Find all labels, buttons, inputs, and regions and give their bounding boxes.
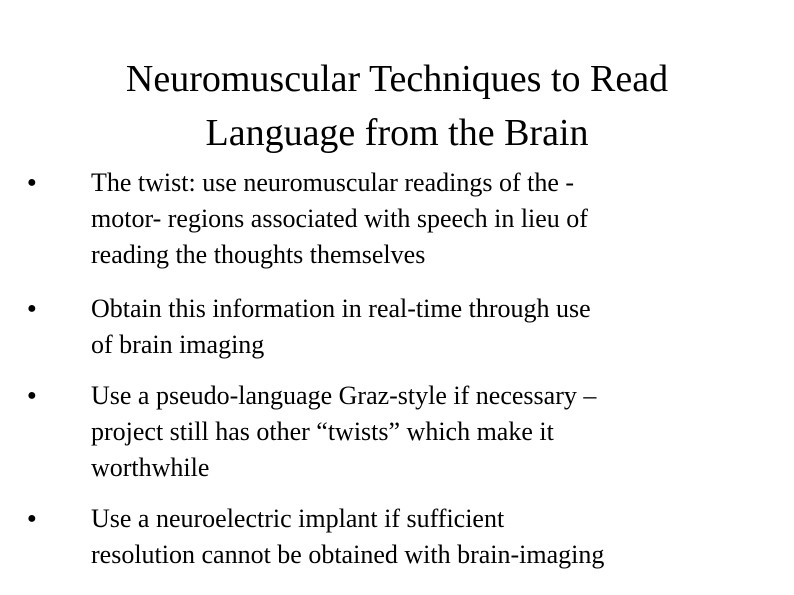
bullet-1-line-3: reading the thoughts themselves: [91, 240, 426, 269]
slide-title-line-1: Neuromuscular Techniques to Read: [125, 58, 669, 100]
slide-title: [40, 52, 754, 160]
bullet-icon: ●: [27, 387, 37, 404]
bullet-text-1: [91, 165, 588, 273]
bullet-text-2: [91, 291, 591, 363]
slide-title-line-2: Language from the Brain: [205, 112, 589, 154]
bullet-3-line-3: worthwhile: [91, 453, 210, 482]
bullet-1-line-2: motor- regions associated with speech in lieu of: [91, 204, 588, 233]
bullet-4-line-1: Use a neuroelectric implant if sufficient: [91, 504, 505, 533]
bullet-icon: ●: [27, 510, 37, 527]
bullet-2-line-1: Obtain this information in real-time through use: [91, 294, 591, 323]
bullet-4-line-2: resolution cannot be obtained with brain-imaging: [91, 540, 605, 569]
bullet-icon: ●: [27, 300, 37, 317]
bullet-text-3: [91, 378, 596, 486]
bullet-text-4: [91, 501, 604, 573]
bullet-3-line-1: Use a pseudo-language Graz-style if necessary –: [91, 381, 597, 410]
bullet-1-line-1: The twist: use neuromuscular readings of the -: [91, 168, 575, 197]
bullet-2-line-2: of brain imaging: [91, 330, 265, 359]
bullet-icon: ●: [27, 174, 37, 191]
bullet-3-line-2: project still has other “twists” which make it: [91, 417, 554, 446]
